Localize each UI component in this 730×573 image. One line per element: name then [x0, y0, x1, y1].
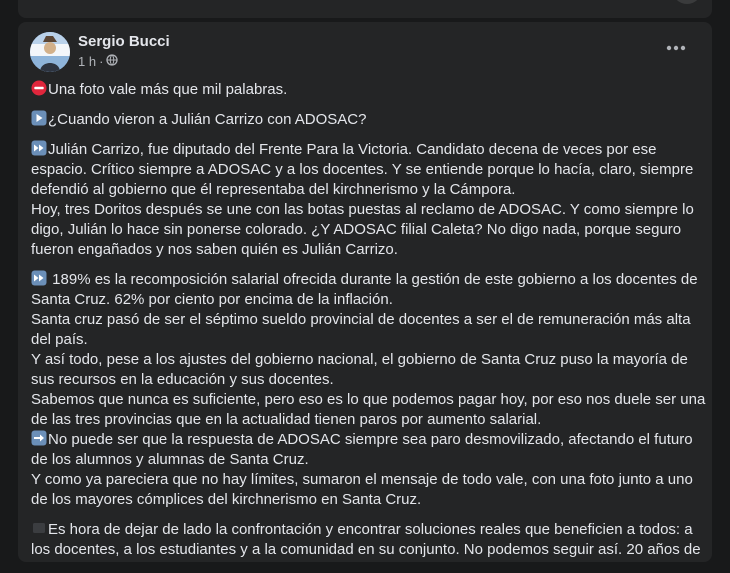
paragraph-text: Santa Cruz. 62% por ciento por encima de la inflación.	[31, 291, 393, 308]
paragraph-text: ¿Cuando vieron a Julián Carrizo con ADOSAC?	[48, 111, 367, 128]
fast-forward-icon	[31, 140, 47, 156]
post-body	[31, 80, 706, 562]
post-card	[18, 22, 712, 562]
paragraph	[31, 80, 701, 100]
paragraph-text: digo, Julián lo hace sin ponerse colorado. ¿Y ADOSAC filial Caleta? No digo nada, porque seguro	[31, 221, 682, 238]
paragraph-text: 189% es la recomposición salarial ofrecida durante la gestión de este gobierno a los docentes de	[48, 271, 698, 288]
paragraph	[31, 520, 701, 560]
post-meta	[78, 54, 118, 69]
avatar-photo-icon	[30, 32, 70, 72]
paragraph-text: Julián Carrizo, fue diputado del Frente Para la Victoria. Candidato decena de veces por ese	[48, 141, 657, 158]
paragraph-text: del país.	[31, 331, 88, 348]
paragraph-text: los docentes, a los estudiantes y a la comunidad en su conjunto. No podemos seguir así. 20 años de	[31, 541, 701, 558]
paragraph-text: Una foto vale más que mil palabras.	[48, 81, 288, 98]
paragraph-text: de los mayores cómplices del kirchnerismo en Santa Cruz.	[31, 491, 422, 508]
paragraph-text: de las tres provincias que en la actualidad tienen paros por aumento salarial.	[31, 411, 542, 428]
previous-post-card	[18, 0, 712, 18]
paragraph-text: Hoy, tres Doritos después se une con las botas puestas al reclamo de ADOSAC. Y como siempre lo	[31, 201, 694, 218]
paragraph	[31, 140, 701, 260]
more-horizontal-icon	[666, 45, 686, 51]
paragraph	[31, 270, 706, 510]
paragraph-text: defendió al gobierno que él representaba del kirchnerismo y la Cámpora.	[31, 181, 516, 198]
right-arrow-icon	[31, 430, 47, 446]
post-time[interactable]: 1 h	[78, 54, 97, 69]
paragraph-text: de los alumnos y alumnas de Santa Cruz.	[31, 451, 309, 468]
fast-forward-icon	[31, 270, 47, 286]
paragraph-text: Santa cruz pasó de ser el séptimo sueldo provincial de docentes a ser el de remuneración más alta	[31, 311, 691, 328]
paragraph-text: fueron engañados y nos saben quién es Julián Carrizo.	[31, 241, 398, 258]
paragraph	[31, 110, 701, 130]
avatar[interactable]	[30, 32, 70, 72]
paragraph-text: Sabemos que nunca es suficiente, pero eso es lo que podemos pagar hoy, por eso nos duele ser una	[31, 391, 706, 408]
play-button-icon	[31, 110, 47, 126]
paragraph-text: espacio. Crítico siempre a ADOSAC y a los docentes. Y se entiende porque lo hacía, claro, siempre	[31, 161, 694, 178]
paragraph-text: Y como ya pareciera que no hay límites, sumaron el mensaje de todo vale, con una foto junto a uno	[31, 471, 693, 488]
more-options-button[interactable]	[660, 36, 692, 60]
paragraph-text: sus recursos en la educación y sus docentes.	[31, 371, 334, 388]
meta-separator: ·	[99, 54, 104, 69]
no-entry-icon	[31, 80, 47, 96]
globe-icon[interactable]	[106, 54, 118, 69]
paragraph-text: Es hora de dejar de lado la confrontación y encontrar soluciones reales que beneficien a todos: a	[48, 521, 693, 538]
author-name[interactable]: Sergio Bucci	[78, 33, 170, 50]
paragraph-text: No puede ser que la respuesta de ADOSAC siempre sea paro desmovilizado, afectando el futuro	[48, 431, 693, 448]
black-square-icon	[31, 520, 47, 536]
paragraph-text: Y así todo, pese a los ajustes del gobierno nacional, el gobierno de Santa Cruz puso la mayoría de	[31, 351, 688, 368]
